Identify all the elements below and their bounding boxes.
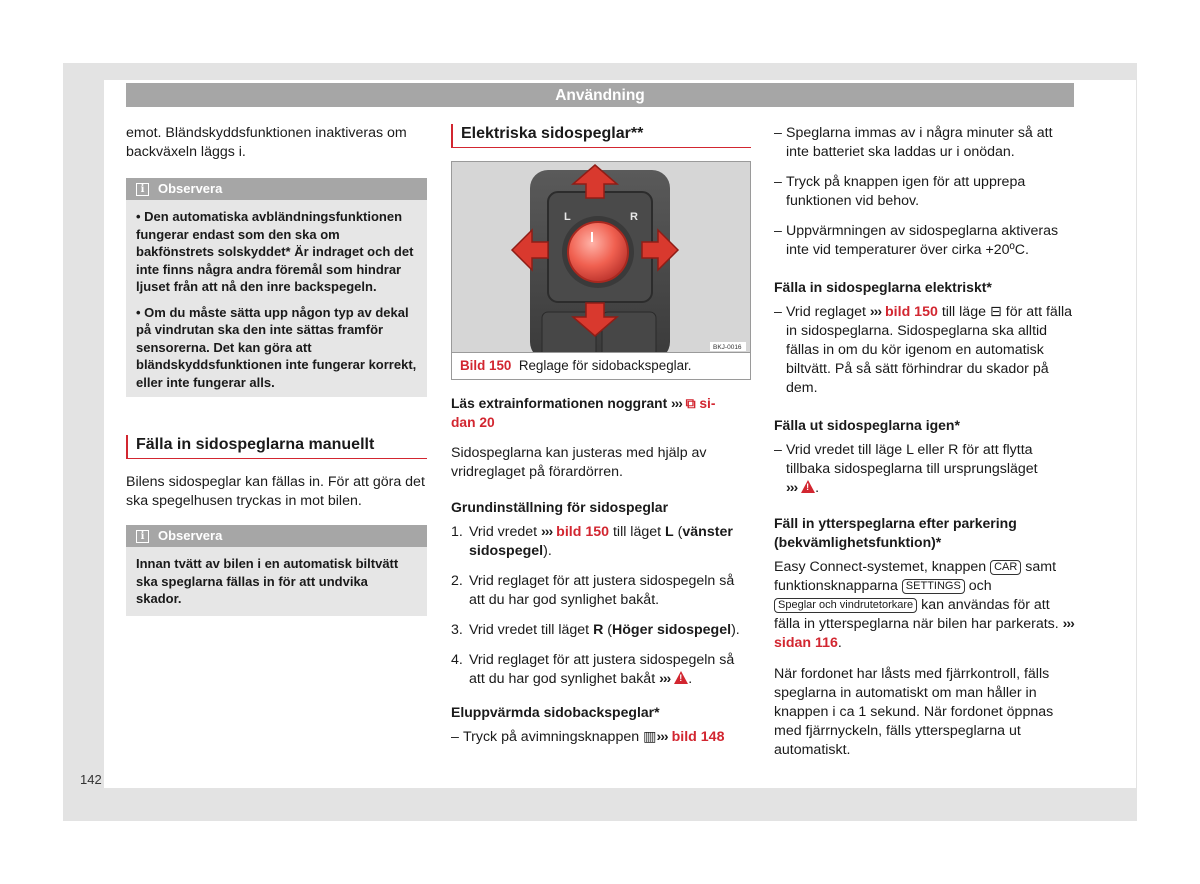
section-title-electric-mirrors: Elektriska sidospeglar** (451, 124, 751, 148)
label-left: L (564, 211, 571, 223)
info-icon: i (136, 183, 149, 196)
caption-text: Reglage för sidobackspeglar. (518, 358, 692, 373)
list-item: – Vrid vredet till läge L eller R för att flytta tillbaka sidospeglarna till ursprungsläget ››› ! . (774, 441, 1076, 498)
note-body (126, 200, 427, 397)
list-item: 4. Vrid reglaget för att justera sidospegeln så att du har god synlighet bakåt ››› ! . (451, 651, 751, 689)
fold-mirror-icon: ⊟ (989, 304, 1002, 320)
heated-mirrors-title: Eluppvärmda sidobackspeglar* (451, 704, 660, 720)
note-body: Innan tvätt av bilen i en automatisk biltvätt ska speglarna fällas in för att undvika skador. (136, 556, 399, 606)
list-item: 2. Vrid reglaget för att justera sidospegeln så att du har god synlighet bakåt. (451, 573, 735, 608)
list-item: – Tryck på avimningsknappen ▥››› bild 148 (451, 729, 725, 745)
fold-in-title: Fälla in sidospeglarna elektriskt* (774, 279, 992, 295)
mirror-control-illustration (452, 162, 750, 352)
list-item: – Speglarna immas av i några minuter så att inte batteriet ska laddas ur i onödan. (774, 125, 1053, 160)
note-item: • Om du måste sätta upp någon typ av dekal på vindrutan ska den inte sättas framför sensorerna. Det kan göra att bländskyddsfunktionen inte fungerar korrekt, eller inte fungerar alls. (136, 304, 417, 390)
read-more-link[interactable]: si- (699, 396, 716, 411)
parking-text: Easy Connect-systemet, knappen CAR samt funktionsknapparna SETTINGS och Speglar och vindrutetorkare kan användas för att fälla in ytterspeglarna när bilen har parkerats. ››› sidan 116. (774, 559, 1074, 651)
book-icon: ⧉ (685, 396, 696, 411)
info-icon: i (136, 530, 149, 543)
note-header (126, 178, 427, 200)
column-1 (126, 124, 427, 616)
note-item: • Den automatiska avbländningsfunktionen fungerar endast som den ska om bakfönstrets solskyddet* Är indraget och det inte finns några andra föremål som hindrar ljuset från att nå den inre backspegeln. (136, 209, 414, 294)
warning-icon (674, 671, 688, 684)
manual-fold-text: Bilens sidospeglar kan fällas in. För att göra det ska spegelhusen tryckas in mot bilen. (126, 474, 425, 509)
fold-out-title: Fälla ut sidospeglarna igen* (774, 417, 960, 433)
list-item: – Tryck på knappen igen för att upprepa funktionen vid behov. (774, 174, 1026, 209)
section-title-manual-fold: Fälla in sidospeglarna manuellt (126, 435, 427, 459)
list-item: – Vrid reglaget ››› bild 150 till läge ⊟ för att fälla in sidospeglarna. Sidospeglarna ska alltid fällas in om du kör igenom en automatisk biltvätt. På så sätt förhindrar du skador på dem. (774, 304, 1073, 396)
note-header (126, 525, 427, 547)
settings-key[interactable]: SETTINGS (902, 579, 965, 594)
remote-text: När fordonet har låsts med fjärrkontroll, fälls speglarna in automatiskt om man håller in knappen i ca 1 sekund. När fordonet öppnas med fjärrnyckeln, fälls ytterspeglarna ut automatiskt. (774, 666, 1054, 758)
basic-steps-list (451, 523, 751, 689)
page-number: 142 (80, 772, 102, 787)
car-key[interactable]: CAR (990, 560, 1021, 575)
column-3 (774, 124, 1076, 772)
mirrors-wipers-key[interactable]: Speglar och vindrutetorkare (774, 598, 917, 613)
basic-settings-title: Grundinställning för sidospeglar (451, 499, 669, 515)
mirror-control-drawing (452, 162, 750, 352)
read-more-note: Läs extrainformationen noggrant ››› ⧉ si- dan 20 (451, 396, 716, 430)
warning-icon (801, 480, 815, 493)
column-2 (451, 124, 751, 758)
note-title: Observera (158, 528, 223, 543)
list-item: 3. Vrid vredet till läget R (Höger sidospegel). (451, 622, 740, 638)
adjust-text: Sidospeglarna kan justeras med hjälp av vridreglaget på förardörren. (451, 445, 707, 480)
figure-code: BKJ-0016 (713, 344, 742, 351)
intro-text: emot. Bländskyddsfunktionen inaktiveras om backväxeln läggs i. (126, 125, 407, 160)
note-box-1 (126, 178, 427, 397)
defrost-icon: ▥ (643, 729, 657, 745)
note-title: Observera (158, 181, 223, 196)
list-item: 1. Vrid vredet ››› bild 150 till läget L (vänster sidospegel). (451, 524, 733, 559)
parking-fold-title: Fäll in ytterspeglarna efter parkering (bekvämlighetsfunktion)* (774, 515, 1017, 550)
note-box-2 (126, 525, 427, 616)
section-header: Användning (126, 83, 1074, 107)
label-right: R (630, 211, 638, 223)
list-item: – Uppvärmningen av sidospeglarna aktiveras inte vid temperaturer över cirka +20ºC. (774, 223, 1059, 258)
figure-150 (451, 161, 751, 380)
caption-number: Bild 150 (460, 358, 512, 373)
figure-caption (452, 352, 750, 379)
